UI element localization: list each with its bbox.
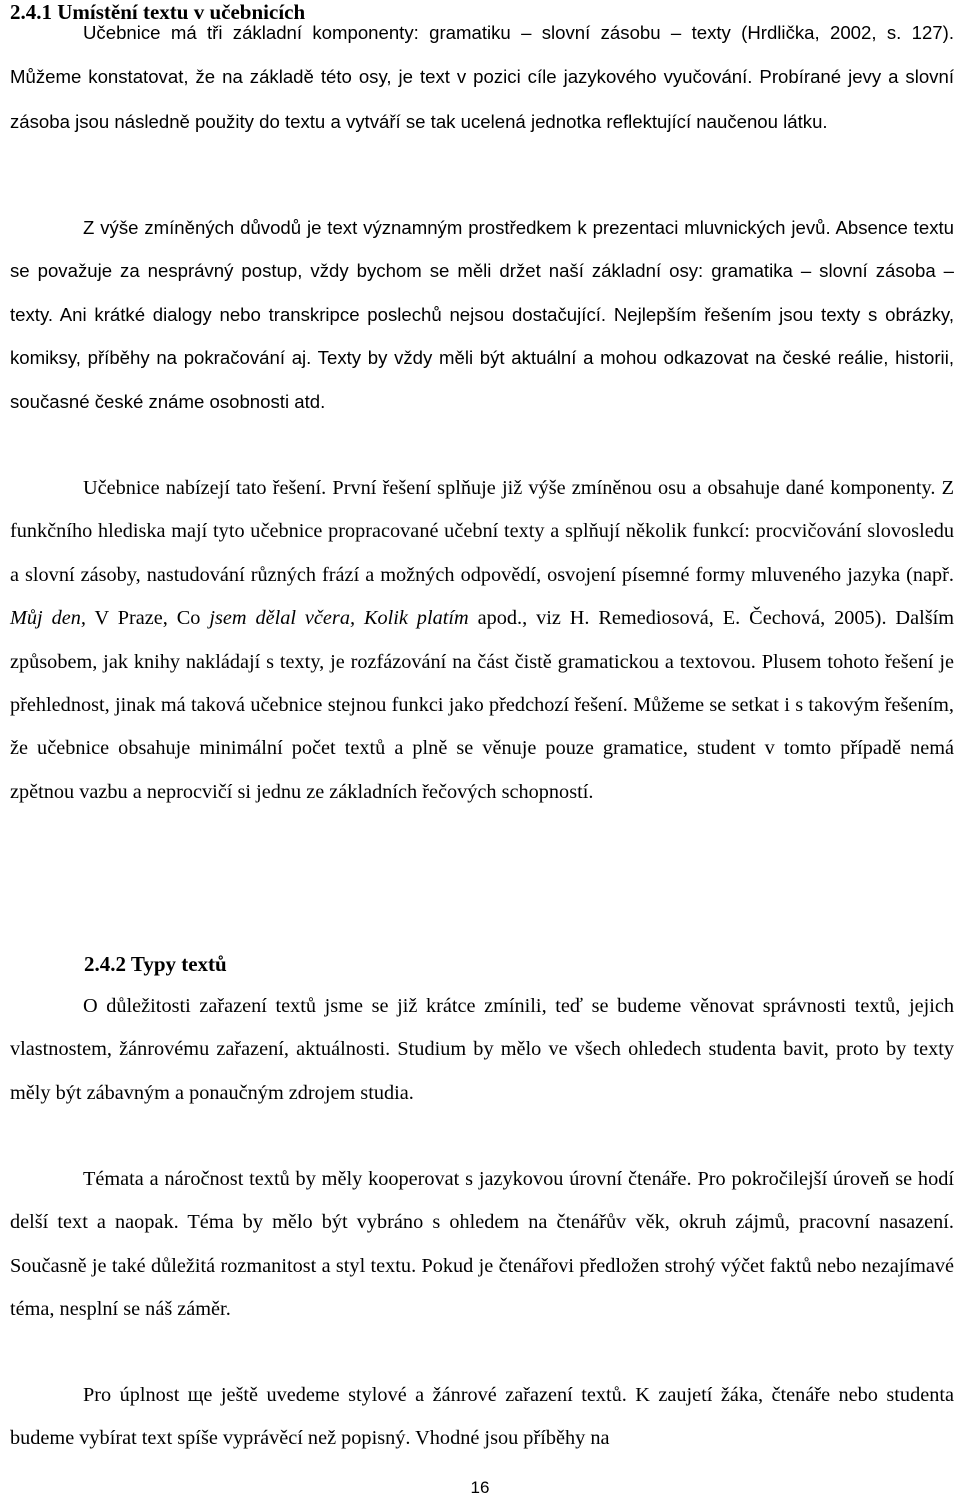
paragraph-3-text-b: V Praze, Co bbox=[85, 607, 210, 630]
paragraph-2: Z výše zmíněných důvodů je text významným prostředkem k prezentaci mluvnických jevů. Absence textu se považuje za nesprávný postup, vždy bychom se měli držet naší základní osy: gramatika – slovní zásoba – texty. Ani krátké dialogy nebo transkripce poslechů nejsou dostačující. Nejlepším řešením jsou texty s obrázky, komiksy, příběhy na pokračování aj. Texty by vždy měli být aktuální a mohou odkazovat na české reálie, historii, současné české známe osobnosti atd. bbox=[10, 217, 954, 412]
paragraph-3-text-c: apod., viz H. Remediosová, E. Čechová, 2005). Dalším způsobem, jak knihy nakládají s texty, je rozfázování na část čistě gramatickou a textovou. Plusem tohoto řešení je přehlednost, jinak má taková učebnice stejnou funkci jako předchozí řešení. Můžeme se setkat i s takovým řešením, že učebnice obsahuje minimální počet textů a plně se věnuje pouze gramatice, student v tomto případě nemá zpětnou vazbu a neprocvičí si jednu ze základních řečových schopností. bbox=[10, 607, 955, 803]
paragraph-3 bbox=[10, 467, 954, 814]
paragraph-4: O důležitosti zařazení textů jsme se již krátce zmínili, teď se budeme věnovat správnosti textů, jejich vlastnostem, žánrovému zařazení, aktuálnosti. Studium by mělo ve všech ohledech studenta bavit, proto by texty měly být zábavným a ponaučným zdrojem studia. bbox=[10, 995, 954, 1104]
paragraph-1-text: Učebnice má tři základní komponenty: gramatiku – slovní zásobu – texty (Hrdlička, 2002, s. 127). Můžeme konstatovat, že na základě této osy, je text v pozici cíle jazykového vyučování. Probírané jevy a slovní zásoba jsou následně použity do textu a vytváří se tak ucelená jednotka reflektující naučenou látku. bbox=[10, 22, 954, 132]
paragraph-3-text-a: Učebnice nabízejí tato řešení. První řešení splňuje již výše zmíněnou osu a obsahuje dané komponenty. Z funkčního hlediska mají tyto učebnice propracované učební texty a splňují několik funkcí: procvičování slovosledu a slovní zásoby, nastudování různých frází a možných odpovědí, osvojení písemné formy mluveného jazyka (např. bbox=[10, 477, 954, 586]
paragraph-3-italic-2: jsem dělal včera, Kolik platím bbox=[209, 607, 469, 630]
page-number: 16 bbox=[470, 1478, 490, 1497]
paragraph-3-italic-1: Můj den, bbox=[10, 607, 86, 630]
section-heading-2-4-1: 2.4.1 Umístění textu v učebnicích bbox=[10, 0, 306, 24]
paragraph-1 bbox=[10, 11, 954, 144]
section-heading-2-4-2: 2.4.2 Typy textů bbox=[84, 952, 227, 976]
paragraph-5: Témata a náročnost textů by měly kooperovat s jazykovou úrovní čtenáře. Pro pokročilejší úroveň se hodí delší text a naopak. Téma by mělo být vybráno s ohledem na čtenářův věk, okruh zájmů, pracovní nasazení. Současně je také důležitá rozmanitost a styl textu. Pokud je čtenářovi předložen strohý výčet faktů nebo nezajímavé téma, nesplní se náš záměr. bbox=[10, 1168, 954, 1321]
paragraph-6: Pro úplnost ще ještě uvedeme stylové a žánrové zařazení textů. K zaujetí žáka, čtenáře nebo studenta budeme vybírat text spíše vyprávěcí než popisný. Vhodné jsou příběhy na bbox=[10, 1384, 954, 1450]
